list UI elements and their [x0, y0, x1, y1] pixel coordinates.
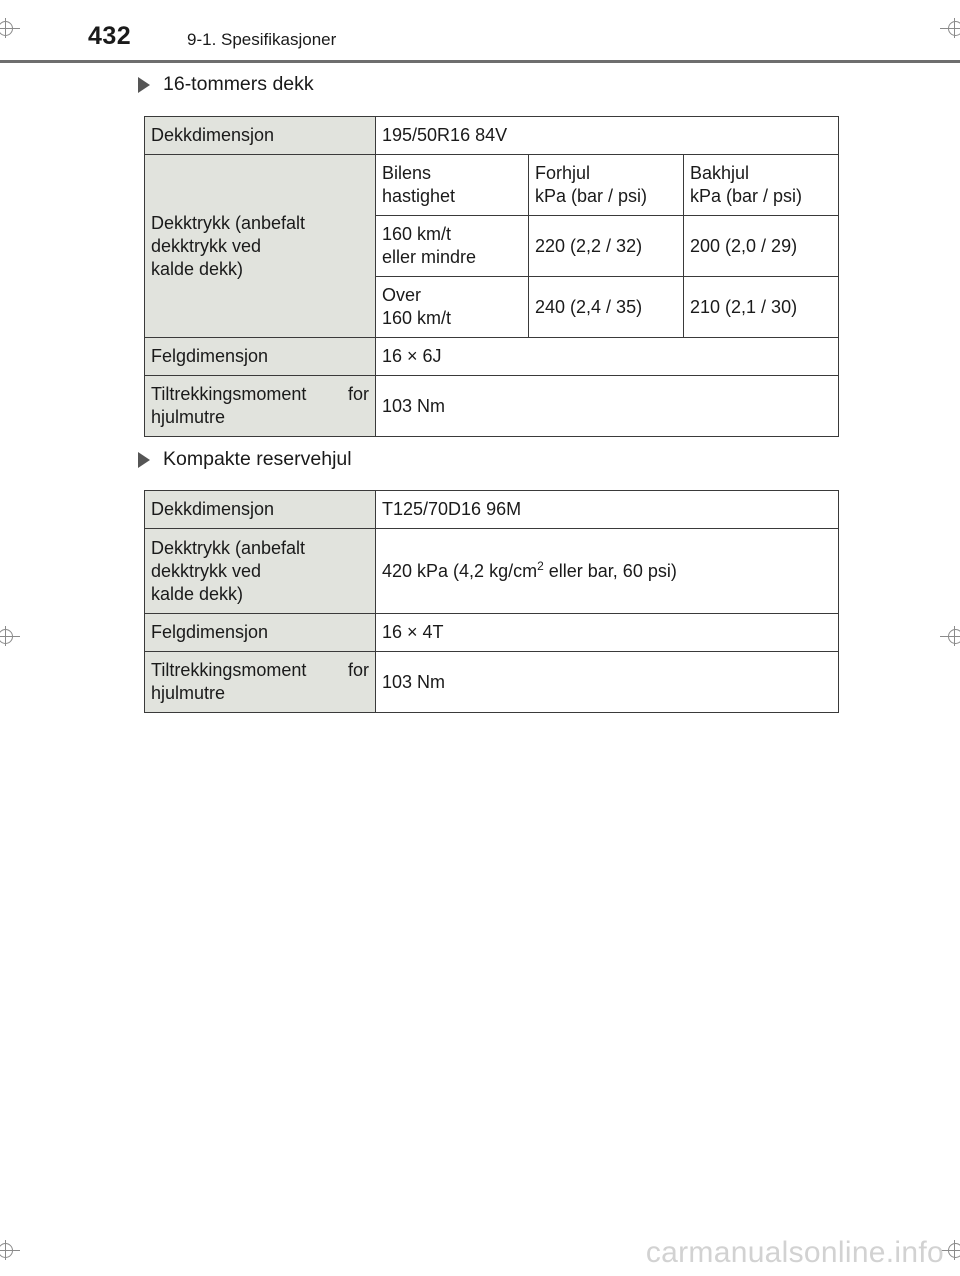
speed-over-160: Over 160 km/t — [376, 277, 529, 338]
table-row — [145, 614, 839, 652]
speed-160-or-less: 160 km/t eller mindre — [376, 216, 529, 277]
table-row — [145, 155, 839, 216]
tire-pressure-label: Dekktrykk (anbefalt dekktrykk ved kalde dekk) — [145, 529, 376, 614]
tire-size-value: T125/70D16 96M — [376, 491, 839, 529]
rim-size-label: Felgdimensjon — [145, 338, 376, 376]
rim-size-label: Felgdimensjon — [145, 614, 376, 652]
col-front-wheel: Forhjul kPa (bar / psi) — [529, 155, 684, 216]
front-pressure-low-speed: 220 (2,2 / 32) — [529, 216, 684, 277]
tire-spec-table-compact-spare — [144, 490, 839, 713]
heading-text: Kompakte reservehjul — [163, 448, 352, 470]
header-rule — [0, 60, 960, 63]
heading-16-inch-tires — [138, 73, 314, 96]
torque-label: Tiltrekkingsmoment for hjulmutre — [145, 652, 376, 713]
tire-spec-table-16-inch — [144, 116, 839, 437]
rear-pressure-low-speed: 200 (2,0 / 29) — [684, 216, 839, 277]
section-title: 9-1. Spesifikasjoner — [187, 30, 337, 49]
tire-size-value: 195/50R16 84V — [376, 117, 839, 155]
front-pressure-high-speed: 240 (2,4 / 35) — [529, 277, 684, 338]
rim-size-value: 16 × 4T — [376, 614, 839, 652]
tire-size-label: Dekkdimensjon — [145, 491, 376, 529]
table-row — [145, 117, 839, 155]
triangle-bullet-icon — [138, 77, 150, 93]
tire-pressure-label: Dekktrykk (anbefalt dekktrykk ved kalde dekk) — [145, 155, 376, 338]
col-vehicle-speed: Bilens hastighet — [376, 155, 529, 216]
rim-size-value: 16 × 6J — [376, 338, 839, 376]
torque-value: 103 Nm — [376, 652, 839, 713]
rear-pressure-high-speed: 210 (2,1 / 30) — [684, 277, 839, 338]
heading-text: 16-tommers dekk — [163, 73, 314, 95]
tire-pressure-value: 420 kPa (4,2 $kg/cm^2$ eller bar, 60 psi) — [376, 529, 839, 614]
page-number: 432 — [88, 22, 132, 50]
table-row — [145, 529, 839, 614]
table-row — [145, 491, 839, 529]
col-rear-wheel: Bakhjul kPa (bar / psi) — [684, 155, 839, 216]
tire-size-label: Dekkdimensjon — [145, 117, 376, 155]
table-row — [145, 652, 839, 713]
torque-label: Tiltrekkingsmoment for hjulmutre — [145, 376, 376, 437]
heading-compact-spare — [138, 448, 352, 471]
triangle-bullet-icon — [138, 452, 150, 468]
watermark: carmanualsonline.info — [645, 1236, 944, 1269]
torque-value: 103 Nm — [376, 376, 839, 437]
table-row — [145, 376, 839, 437]
table-row — [145, 338, 839, 376]
